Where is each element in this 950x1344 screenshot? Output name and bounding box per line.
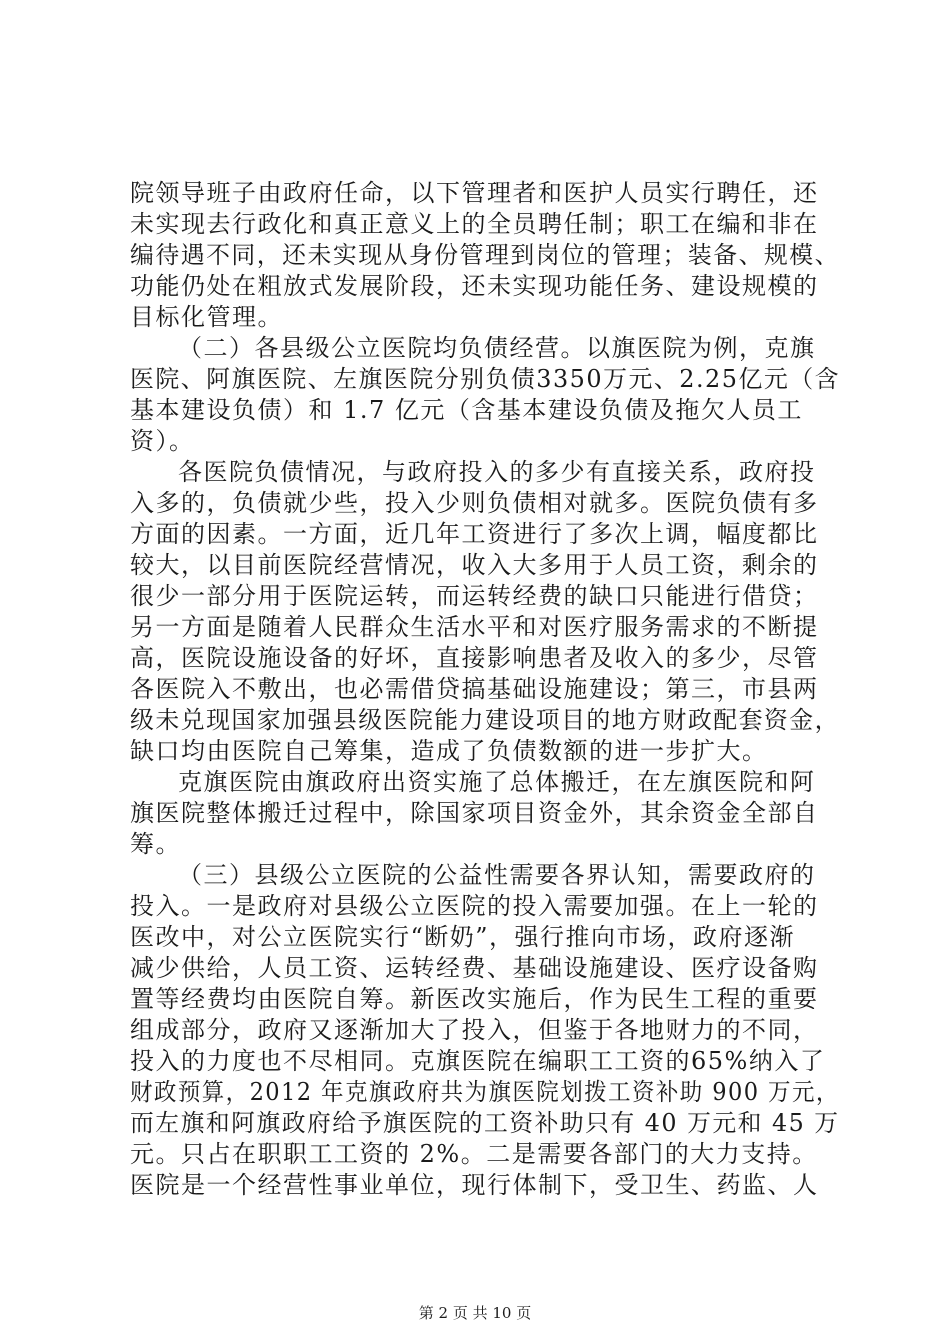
- text-line: 减少供给，人员工资、运转经费、基础设施建设、医疗设备购: [130, 954, 819, 982]
- text-line: 各医院负债情况，与政府投入的多少有直接关系，政府投: [178, 458, 816, 486]
- text-line: 级未兑现国家加强县级医院能力建设项目的地方财政配套资金，: [130, 706, 841, 734]
- text-line: 财政预算，2012 年克旗政府共为旗医院划拨工资补助 900 万元，: [130, 1078, 840, 1106]
- text-line: 基本建设负债）和 1.7 亿元（含基本建设负债及拖欠人员工: [130, 396, 803, 424]
- text-line: 缺口均由医院自己筹集，造成了负债数额的进一步扩大。: [130, 737, 768, 765]
- paragraph-heading-2: （二）各县级公立医院均负债经营。以旗医院为例，克旗: [178, 334, 816, 362]
- page-number-footer: 第 2 页 共 10 页: [418, 1304, 532, 1322]
- text-line: 医改中，对公立医院实行“断奶”，强行推向市场，政府逐渐: [130, 923, 796, 951]
- text-line: 克旗医院由旗政府出资实施了总体搬迁，在左旗医院和阿: [178, 768, 816, 796]
- text-line: 另一方面是随着人民群众生活水平和对医疗服务需求的不断提: [130, 613, 819, 641]
- text-line: 功能仍处在粗放式发展阶段，还未实现功能任务、建设规模的: [130, 272, 819, 300]
- text-line: 较大，以目前医院经营情况，收入大多用于人员工资，剩余的: [130, 551, 819, 579]
- text-line: 很少一部分用于医院运转，而运转经费的缺口只能进行借贷；: [130, 582, 819, 610]
- text-line: 元。只占在职职工工资的 2%。二是需要各部门的大力支持。: [130, 1140, 818, 1168]
- text-line: 而左旗和阿旗政府给予旗医院的工资补助只有 40 万元和 45 万: [130, 1109, 840, 1137]
- text-line: 院领导班子由政府任命，以下管理者和医护人员实行聘任，还: [130, 179, 819, 207]
- text-line: 目标化管理。: [130, 303, 283, 331]
- text-line: 入多的，负债就少些，投入少则负债相对就多。医院负债有多: [130, 489, 819, 517]
- text-line: 置等经费均由医院自筹。新医改实施后，作为民生工程的重要: [130, 985, 819, 1013]
- text-line: 筹。: [130, 830, 181, 858]
- text-line: 未实现去行政化和真正意义上的全员聘任制；职工在编和非在: [130, 210, 819, 238]
- text-line: 医院是一个经营性事业单位，现行体制下，受卫生、药监、人: [130, 1171, 819, 1199]
- text-line: 资）。: [130, 427, 195, 455]
- text-line: 医院、阿旗医院、左旗医院分别负债3350万元、2.25亿元（含: [130, 365, 841, 393]
- text-line: 投入的力度也不尽相同。克旗医院在编职工工资的65%纳入了: [130, 1047, 826, 1075]
- text-line: 高，医院设施设备的好坏，直接影响患者及收入的多少，尽管: [130, 644, 819, 672]
- text-line: 编待遇不同，还未实现从身份管理到岗位的管理；装备、规模、: [130, 241, 841, 269]
- text-line: 投入。一是政府对县级公立医院的投入需要加强。在上一轮的: [130, 892, 819, 920]
- text-line: 各医院入不敷出，也必需借贷搞基础设施建设；第三，市县两: [130, 675, 819, 703]
- paragraph-heading-3: （三）县级公立医院的公益性需要各界认知，需要政府的: [178, 861, 816, 889]
- text-line: 方面的因素。一方面，近几年工资进行了多次上调，幅度都比: [130, 520, 819, 548]
- text-line: 组成部分，政府又逐渐加大了投入，但鉴于各地财力的不同，: [130, 1016, 819, 1044]
- text-line: 旗医院整体搬迁过程中，除国家项目资金外，其余资金全部自: [130, 799, 819, 827]
